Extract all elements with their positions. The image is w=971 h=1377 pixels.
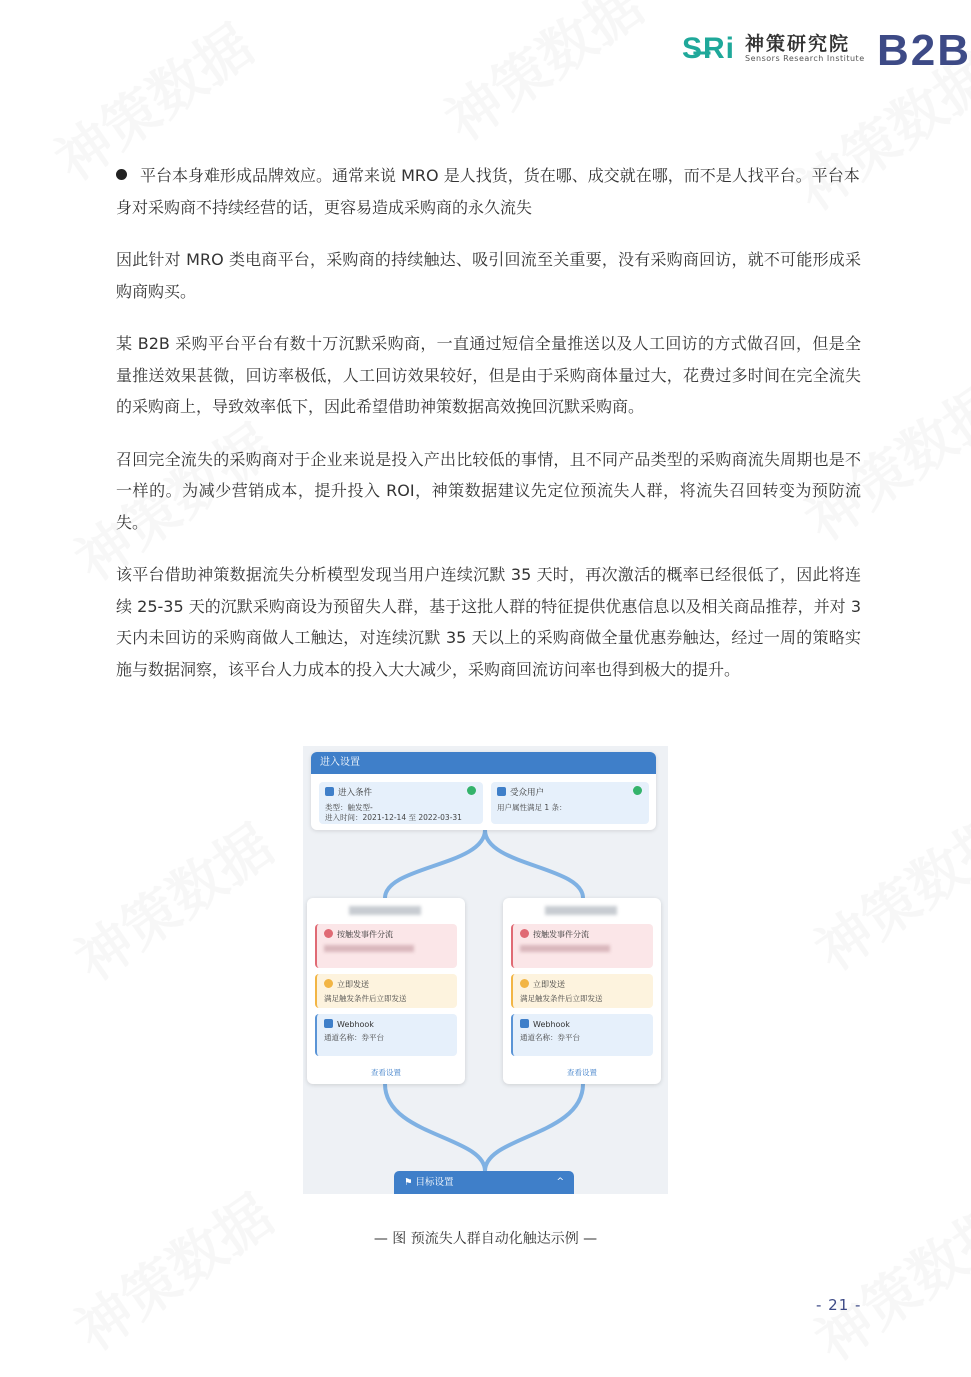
logo-mark: S̶Ri (682, 32, 736, 65)
watermark (427, 0, 656, 157)
page-number: - 21 - (816, 1296, 862, 1314)
logo-name-en: Sensors Research Institute (745, 54, 865, 64)
watermark (57, 1173, 286, 1367)
branch-title-redacted (349, 906, 421, 915)
paragraph-text: 平台本身难形成品牌效应。通常来说 MRO 是人找货，货在哪、成交就在哪，而不是人找平台。平台本身对采购商不持续经营的话，更容易造成采购商的永久流失 (116, 166, 860, 217)
step-desc: 通道名称：券平台 (520, 1033, 580, 1042)
logo-text (745, 34, 865, 64)
bullet-paragraph (116, 160, 861, 223)
step-title: 立即发送 (520, 979, 646, 990)
entry-type-line: 类型：触发型- (325, 803, 373, 812)
branch-card-right (503, 898, 661, 1084)
branch-card-left (307, 898, 465, 1084)
entry-settings-title: 进入设置 (311, 752, 656, 774)
branch-title-redacted (545, 906, 617, 915)
redacted-line (520, 945, 610, 952)
goal-settings-bar[interactable] (394, 1171, 574, 1194)
paragraph: 因此针对 MRO 类电商平台，采购商的持续触达、吸引回流至关重要，没有采购商回访，就不可能形成采购商购买。 (116, 250, 861, 301)
mail-icon (520, 1019, 529, 1028)
step-title: Webhook (520, 1019, 646, 1029)
entry-condition-card[interactable] (319, 782, 483, 824)
paragraph: 召回完全流失的采购商对于企业来说是投入产出比较低的事情，且不同产品类型的采购商流失周期也是不一样的。为减少营销成本，提升投入 ROI，神策数据建议先定位预流失人群，将流失召回转变为预防流失。 (116, 449, 861, 532)
watermark (797, 1183, 971, 1377)
watermark (797, 793, 971, 987)
entry-condition-title: 进入条件 (325, 786, 477, 798)
plus-icon (520, 929, 529, 938)
step-title: Webhook (324, 1019, 450, 1029)
mail-icon (324, 1019, 333, 1028)
brand-logo (682, 32, 865, 66)
bullet-icon (116, 169, 127, 180)
entry-time-line: 进入时间：2021-12-14 至 2022-03-31 (325, 813, 462, 822)
redacted-line (324, 945, 414, 952)
send-icon (325, 787, 334, 796)
clock-icon (324, 979, 333, 988)
step-title: 按触发事件分流 (520, 929, 646, 940)
check-icon (633, 786, 642, 795)
flow-screenshot-figure (303, 746, 668, 1194)
article-body (116, 160, 861, 706)
user-icon (497, 787, 506, 796)
paragraph: 某 B2B 采购平台平台有数十万沉默采购商，一直通过短信全量推送以及人工回访的方式做召回，但是全量推送效果甚微，回访率极低，人工回访效果较好，但是由于采购商体量过大，花费过多时间在完全流失的采购商上，导致效率低下，因此希望借助神策数据高效挽回沉默采购商。 (116, 334, 861, 416)
step-title: 立即发送 (324, 979, 450, 990)
audience-title: 受众用户 (497, 786, 643, 798)
view-settings-link[interactable]: 查看设置 (567, 1068, 597, 1077)
step-desc: 满足触发条件后立即发送 (520, 994, 603, 1003)
step-event-split[interactable] (315, 924, 457, 968)
figure-caption: — 图 预流失人群自动化触达示例 — (373, 1231, 598, 1247)
step-event-split[interactable] (511, 924, 653, 968)
paragraph: 该平台借助神策数据流失分析模型发现当用户连续沉默 35 天时，再次激活的概率已经很低了，因此将连续 25-35 天的沉默采购商设为预留失人群，基于这批人群的特征提供优惠信息以及相关商品推荐，并对 3 天内未回访的采购商做人工触达，对连续沉默 35 天以上的采购商做全量优惠券触达，经过一周的策略实施与数据洞察，该平台人力成本的投入大大减少，采购商回流访问率也得到极大的提升。 (116, 565, 861, 679)
step-title: 按触发事件分流 (324, 929, 450, 940)
step-desc: 满足触发条件后立即发送 (324, 994, 407, 1003)
flag-icon: ⚑ (404, 1177, 416, 1188)
step-send-now[interactable] (511, 974, 653, 1008)
step-webhook[interactable] (511, 1014, 653, 1056)
audience-line: 用户属性满足 1 条： (497, 803, 567, 812)
check-icon (467, 786, 476, 795)
watermark (57, 803, 286, 997)
step-send-now[interactable] (315, 974, 457, 1008)
goal-settings-label: 目标设置 (415, 1177, 454, 1188)
view-settings-link[interactable]: 查看设置 (371, 1068, 401, 1077)
audience-card[interactable] (491, 782, 649, 824)
step-desc: 通道名称：券平台 (324, 1033, 384, 1042)
step-webhook[interactable] (315, 1014, 457, 1056)
plus-icon (324, 929, 333, 938)
logo-name-cn: 神策研究院 (745, 33, 851, 56)
clock-icon (520, 979, 529, 988)
chevron-up-icon[interactable]: ^ (556, 1177, 564, 1187)
entry-settings-panel (311, 752, 656, 830)
section-tag: B2B (876, 26, 971, 75)
